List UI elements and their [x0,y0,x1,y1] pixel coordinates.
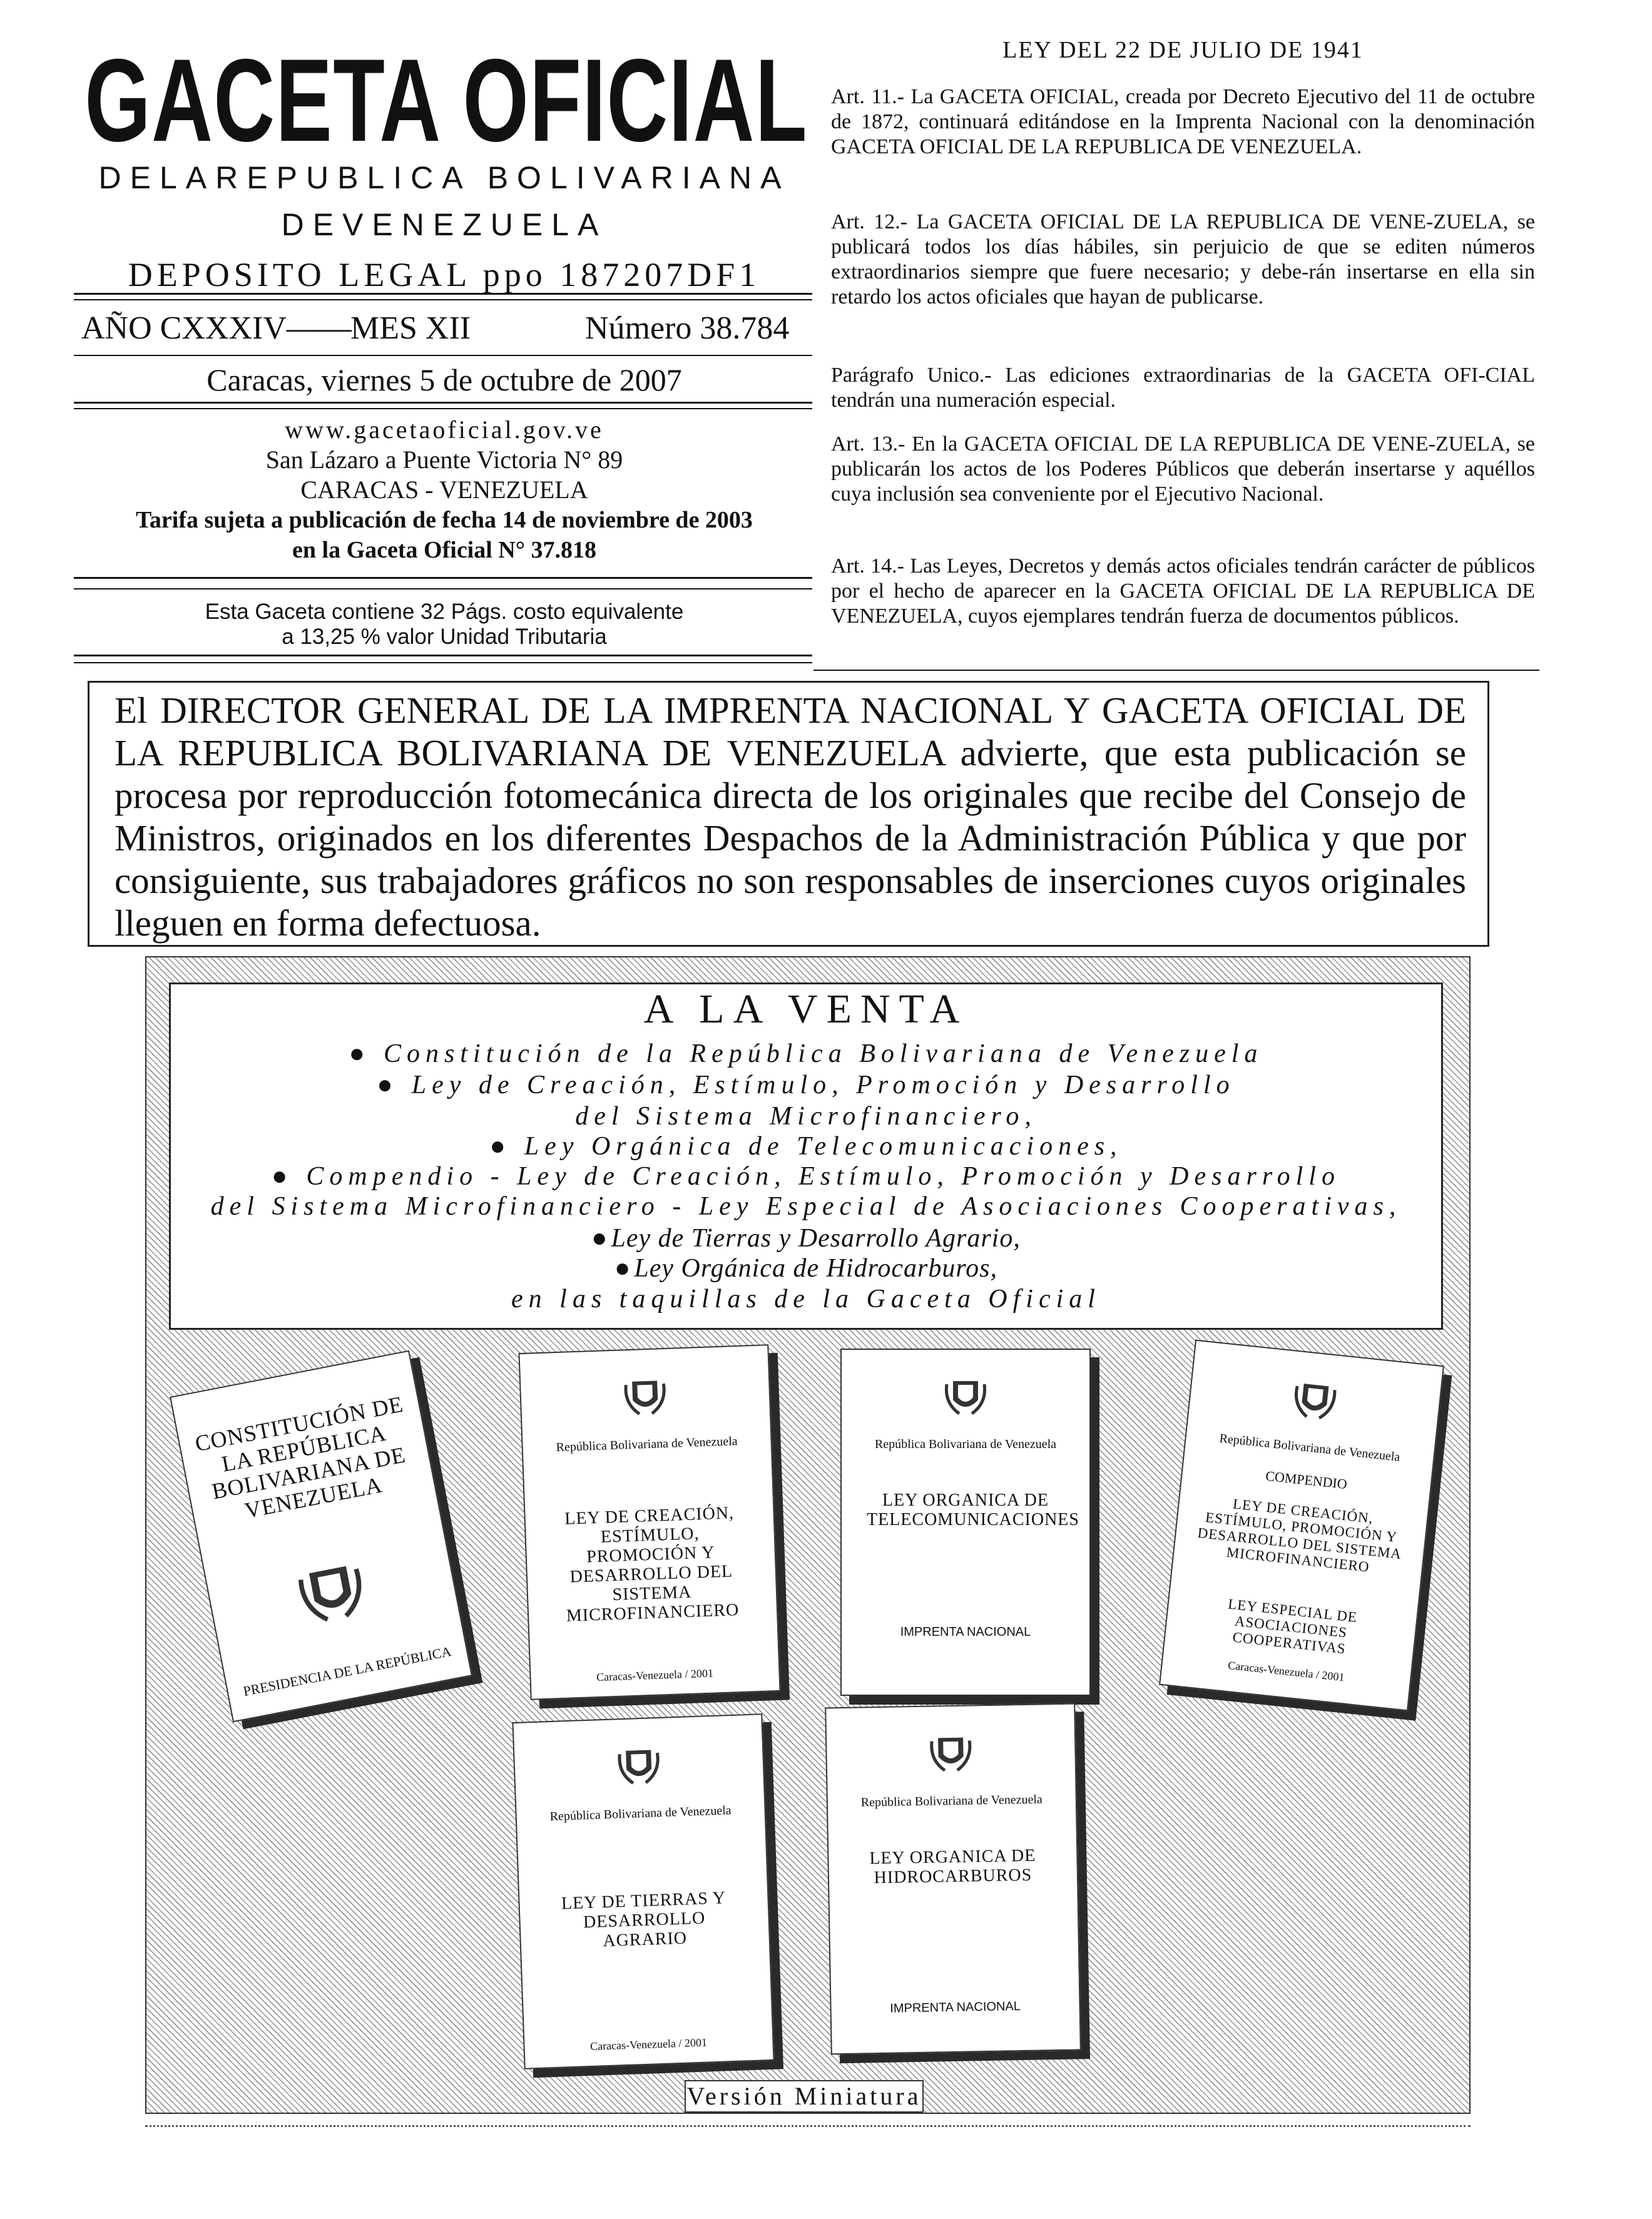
sale-item-text: Constitución de la República Bolivariana de Venezuela [383,1039,1263,1068]
book-title: LEY ORGANICA DE HIDROCARBUROS [869,1845,1036,1888]
gazette-title: GACETA OFICIAL [84,34,808,166]
article-text: Parágrafo Unico.- Las ediciones extraordinarias de la GACETA OFI-CIAL tendrán una numeración especial. [831,364,1535,412]
law-title: LEY DEL 22 DE JULIO DE 1941 [1002,37,1364,63]
bullet-icon: ● [377,1071,393,1099]
gazette-subtitle-republica: DELAREPUBLICA BOLIVARIANA [98,160,790,195]
book-footer: PRESIDENCIA DE LA REPÚBLICA [242,1643,453,1699]
divider [74,355,812,356]
divider [74,299,812,300]
book-footer: Caracas-Venezuela / 2001 [1227,1659,1345,1684]
book-title: LEY DE CREACIÓN, ESTÍMULO, PROMOCIÓN Y DESARROLLO DEL SISTEMA MICROFINANCIERO [564,1503,740,1626]
divider [74,293,812,295]
divider [74,655,812,656]
article-13 [831,432,1535,507]
bullet-icon: ● [614,1254,631,1283]
book-footer: Caracas-Venezuela / 2001 [589,2036,708,2053]
article-14 [831,554,1535,629]
sale-item [169,1039,1443,1069]
sale-item-text: Ley Orgánica de Hidrocarburos, [634,1254,997,1283]
issue-number: Número 38.784 [585,310,790,346]
director-notice [88,681,1489,947]
book-footer: Caracas-Venezuela / 2001 [596,1666,714,1684]
book-republica: República Bolivariana de Venezuela [1218,1431,1401,1464]
book-footer: IMPRENTA NACIONAL [900,1625,1031,1639]
pages-cost-note-2: a 13,25 % valor Unidad Tributaria [282,625,607,649]
article-12 [831,210,1535,310]
coat-of-arms-icon [941,1375,991,1419]
miniatura-label: Versión Miniatura [685,2080,924,2113]
address: San Lázaro a Puente Victoria N° 89 [265,446,623,474]
sale-item [169,1223,1443,1253]
sale-item [169,1070,1443,1100]
book-republica: República Bolivariana de Venezuela [556,1434,738,1455]
article-text: Art. 12.- La GACETA OFICIAL DE LA REPUBLICA DE VENE-ZUELA, se publicará todos los días hábiles, sin perjuicio de que se editen números extraordinarios siempre que fuere necesario; y debe-rán insertarse en ella sin retardo los actos oficiales que hayan de publicarse. [831,210,1535,309]
book-title-2: LEY ESPECIAL DE ASOCIACIONES COOPERATIVAS [1227,1596,1359,1657]
book-hidrocarburos [825,1703,1081,2055]
sale-item [169,1161,1443,1191]
sale-item-text: Ley de Tierras y Desarrollo Agrario, [611,1224,1021,1253]
book-title: LEY ORGANICA DE TELECOMUNICACIONES [867,1491,1079,1529]
sale-title: A LA VENTA [643,986,969,1032]
divider [74,662,812,663]
book-microfinanciero [518,1344,780,1700]
book-title: LEY DE CREACIÓN, ESTÍMULO, PROMOCIÓN Y DESARROLLO DEL SISTEMA MICROFINANCIERO [1196,1496,1403,1575]
issue-date: Caracas, viernes 5 de octubre de 2007 [206,362,682,397]
divider [74,588,812,589]
paragrafo-unico [831,363,1535,413]
gazette-subtitle-venezuela: DEVENEZUELA [281,207,608,242]
book-republica: República Bolivariana de Venezuela [549,1803,732,1824]
sale-item-cont: del Sistema Microfinanciero, [575,1102,1037,1131]
sale-item [169,1131,1443,1161]
article-text: Art. 14.- Las Leyes, Decretos y demás actos oficiales tendrán carácter de públicos por el hecho de aparecer en la GACETA OFICIAL DE LA REPUBLICA DE VENEZUELA, cuyos ejemplares tendrán fuerza de documentos públicos. [831,554,1535,628]
deposito-legal: DEPOSITO LEGAL ppo 187207DF1 [128,256,761,293]
bullet-icon: ● [349,1039,365,1068]
book-title: CONSTITUCIÓN DE LA REPÚBLICA BOLIVARIANA DE VENEZUELA [193,1391,408,1524]
coat-of-arms-icon [1288,1376,1342,1425]
book-footer: IMPRENTA NACIONAL [890,1999,1021,2016]
bottom-divider [145,2125,1471,2127]
sale-closing: en las taquillas de la Gaceta Oficial [511,1285,1101,1314]
divider [74,577,812,579]
sale-item-text: Ley Orgánica de Telecomunicaciones, [524,1132,1123,1161]
notice-text: El DIRECTOR GENERAL DE LA IMPRENTA NACIONAL Y GACETA OFICIAL DE LA REPUBLICA BOLIVARIANA DE VENEZUELA advierte, que esta publicación se procesa por reproducción fotomecánica directa de los originales que recibe del Consejo de Ministros, originados en los diferentes Despachos de la Administración Pública y que por consiguiente, sus trabajadores gráficos no son responsables de inserciones cuyos originales lleguen en forma defectuosa. [115,690,1466,944]
tarifa-gaceta: en la Gaceta Oficial N° 37.818 [292,537,596,563]
book-telecom [840,1349,1091,1696]
article-text: Art. 11.- La GACETA OFICIAL, creada por Decreto Ejecutivo del 11 de octubre de 1872, continuará editándose en la Imprenta Nacional con la denominación GACETA OFICIAL DE LA REPUBLICA DE VENEZUELA. [831,85,1535,158]
sale-item-cont: del Sistema Microfinanciero - Ley Especial de Asociaciones Cooperativas, [210,1192,1402,1221]
issue-month: MES XII [350,310,471,346]
divider [74,402,812,404]
bullet-icon: ● [272,1162,288,1191]
coat-of-arms-icon [925,1731,976,1775]
coat-of-arms-icon [620,1374,671,1420]
book-compendio [1159,1340,1444,1711]
pages-cost-note: Esta Gaceta contiene 32 Págs. costo equivalente [205,599,684,624]
issue-year: AÑO CXXXIV—— [81,310,352,346]
article-11 [831,84,1535,160]
book-subtitle: COMPENDIO [1265,1467,1348,1492]
divider [74,408,812,409]
bullet-icon: ● [489,1132,506,1161]
book-title: LEY DE TIERRAS Y DESARROLLO AGRARIO [561,1888,727,1951]
bullet-icon: ● [591,1224,608,1253]
divider [813,670,1539,671]
sale-item-text: Ley de Creación, Estímulo, Promoción y Desarrollo [411,1071,1235,1099]
city: CARACAS - VENEZUELA [300,476,588,504]
website-link[interactable]: www.gacetaoficial.gov.ve [285,416,604,444]
tarifa-note: Tarifa sujeta a publicación de fecha 14 de noviembre de 2003 [136,507,753,533]
book-republica: República Bolivariana de Venezuela [860,1792,1043,1810]
coat-of-arms-icon [288,1552,375,1634]
coat-of-arms-icon [613,1743,665,1789]
sale-item-text: Compendio - Ley de Creación, Estímulo, Promoción y Desarrollo [306,1162,1340,1191]
book-tierras [512,1713,774,2069]
article-text: Art. 13.- En la GACETA OFICIAL DE LA REPUBLICA DE VENE-ZUELA, se publicarán los actos de los Poderes Públicos que deberán insertarse y aquéllos cuya inclusión sea conveniente por el Ejecutivo Nacional. [831,432,1535,506]
book-republica: República Bolivariana de Venezuela [874,1437,1057,1451]
sale-item [169,1253,1443,1283]
